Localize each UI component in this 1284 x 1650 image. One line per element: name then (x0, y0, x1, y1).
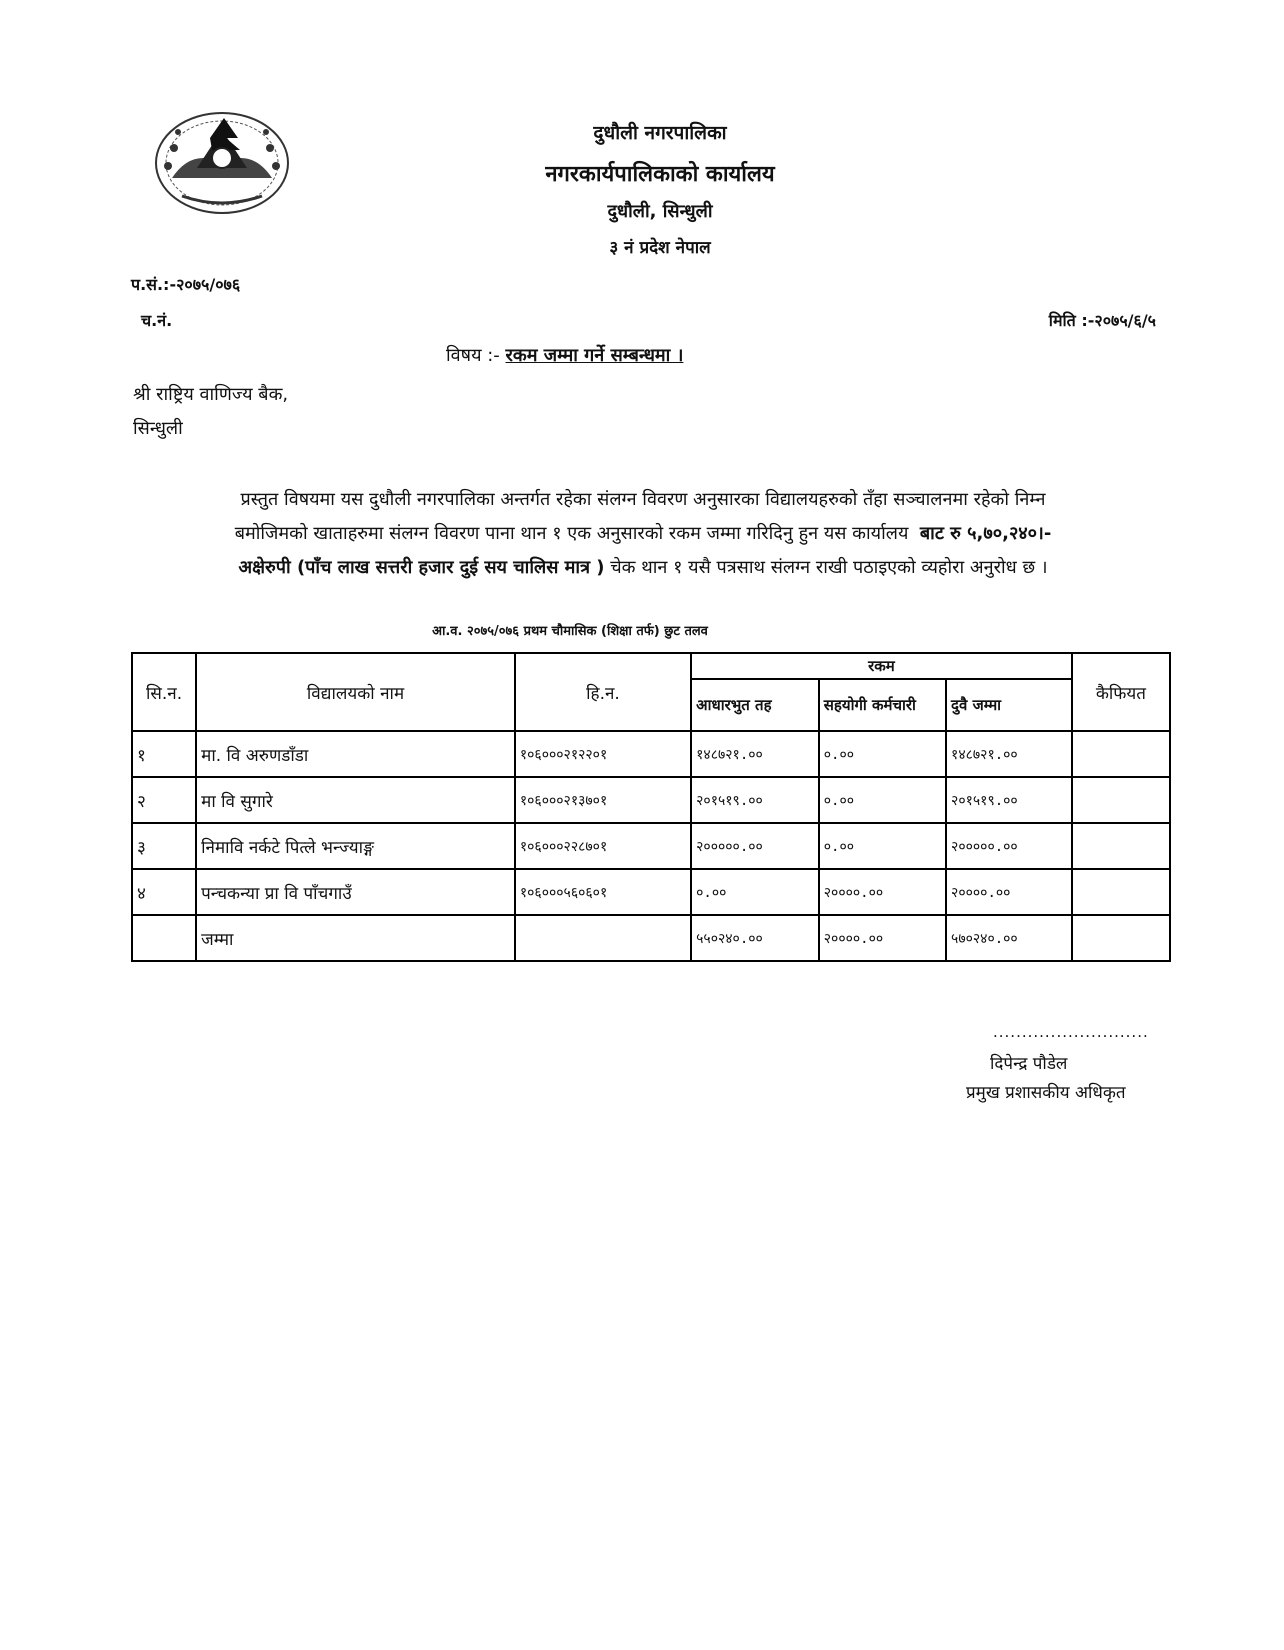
cell-account-no: १०६०००५६०६०१ (515, 869, 691, 915)
body-line-2-amount: बाट रु ५,७०,२४०।- (919, 523, 1052, 544)
salary-table (131, 652, 1171, 962)
cell-total-label: जम्मा (196, 915, 515, 961)
header-basic-level: आधारभुत तह (691, 679, 819, 731)
header-amount-group: रकम (691, 653, 1072, 679)
addressee-location: सिन्धुली (133, 418, 183, 439)
table-row (132, 777, 1170, 823)
cell-basic: ०.०० (691, 869, 819, 915)
signature-line: ........................... (993, 1023, 1149, 1041)
province-line: ३ नं प्रदेश नेपाल (609, 238, 711, 258)
header-remarks: कैफियत (1072, 653, 1170, 731)
cell-support: ०.०० (819, 731, 946, 777)
cell-basic-total: ५५०२४०.०० (691, 915, 819, 961)
nepal-emblem-icon (152, 108, 292, 216)
cell-support: २००००.०० (819, 869, 946, 915)
subject-value: रकम जम्मा गर्ने सम्बन्धमा । (505, 345, 684, 366)
cell-support: ०.०० (819, 777, 946, 823)
cell-remarks (1072, 869, 1170, 915)
body-line-2 (133, 517, 1153, 551)
cell-account-no: १०६०००२१२२०१ (515, 731, 691, 777)
subject-line (446, 343, 683, 367)
header-account-no: हि.न. (515, 653, 691, 731)
cell-account-no (515, 915, 691, 961)
cell-basic: २०१५१९.०० (691, 777, 819, 823)
header-sn: सि.न. (132, 653, 196, 731)
subject-label: विषय :- (446, 345, 500, 366)
dispatch-number: च.नं. (141, 311, 173, 330)
cell-total: २०१५१९.०० (946, 777, 1072, 823)
office-name-line1: दुधौली नगरपालिका (593, 122, 727, 144)
cell-school-name: मा वि सुगारे (196, 777, 515, 823)
cell-basic: १४८७२१.०० (691, 731, 819, 777)
addressee-name: श्री राष्ट्रिय वाणिज्य बैक, (133, 384, 289, 405)
body-line-2-text: बमोजिमको खाताहरुमा संलग्न विवरण पाना थान १ एक अनुसारको रकम जम्मा गरिदिनु हुन यस कार्यालय (234, 523, 909, 544)
body-line-3-words: अक्षेरुपी (पाँच लाख सत्तरी हजार दुई सय चालिस मात्र ) (238, 557, 605, 578)
cell-school-name: निमावि नर्कटे पित्ले भन्ज्याङ्ग (196, 823, 515, 869)
office-address: दुधौली, सिन्धुली (607, 201, 713, 222)
table-row (132, 869, 1170, 915)
cell-basic: २०००००.०० (691, 823, 819, 869)
cell-support-total: २००००.०० (819, 915, 946, 961)
header-total: दुवै जम्मा (946, 679, 1072, 731)
cell-total: २०००००.०० (946, 823, 1072, 869)
body-line-3-text: चेक थान १ यसै पत्रसाथ संलग्न राखी पठाइएको व्यहोरा अनुरोध छ । (610, 557, 1048, 578)
table-row (132, 823, 1170, 869)
cell-sn: १ (132, 731, 196, 777)
body-paragraph (133, 483, 1153, 585)
body-line-1: प्रस्तुत विषयमा यस दुधौली नगरपालिका अन्तर्गत रहेका संलग्न विवरण अनुसारका विद्यालयहरुको तँहा सञ्चालनमा रहेको निम्न (240, 489, 1046, 510)
cell-grand-total: ५७०२४०.०० (946, 915, 1072, 961)
body-line-3 (133, 551, 1153, 585)
cell-total: २००००.०० (946, 869, 1072, 915)
office-name-line2: नगरकार्यपालिकाको कार्यालय (545, 162, 775, 187)
letter-date: मिति :-२०७५/६/५ (1048, 311, 1156, 330)
table-total-row (132, 915, 1170, 961)
cell-remarks (1072, 731, 1170, 777)
header-support-staff: सहयोगी कर्मचारी (819, 679, 946, 731)
cell-sn: ४ (132, 869, 196, 915)
cell-school-name: मा. वि अरुणडाँडा (196, 731, 515, 777)
cell-account-no: १०६०००२१३७०१ (515, 777, 691, 823)
cell-remarks (1072, 823, 1170, 869)
cell-account-no: १०६०००२२८७०१ (515, 823, 691, 869)
header-school-name: विद्यालयको नाम (196, 653, 515, 731)
cell-sn: ३ (132, 823, 196, 869)
cell-remarks (1072, 777, 1170, 823)
cell-remarks (1072, 915, 1170, 961)
table-caption: आ.व. २०७५/०७६ प्रथम चौमासिक (शिक्षा तर्फ) छुट तलव (432, 624, 708, 639)
cell-sn: २ (132, 777, 196, 823)
cell-support: ०.०० (819, 823, 946, 869)
cell-total: १४८७२१.०० (946, 731, 1072, 777)
reference-number: प.सं.:-२०७५/०७६ (131, 275, 241, 294)
table-row (132, 731, 1170, 777)
signatory-title: प्रमुख प्रशासकीय अधिकृत (966, 1083, 1126, 1103)
signatory-name: दिपेन्द्र पौडेल (990, 1054, 1068, 1074)
cell-sn (132, 915, 196, 961)
cell-school-name: पन्चकन्या प्रा वि पाँचगाउँ (196, 869, 515, 915)
